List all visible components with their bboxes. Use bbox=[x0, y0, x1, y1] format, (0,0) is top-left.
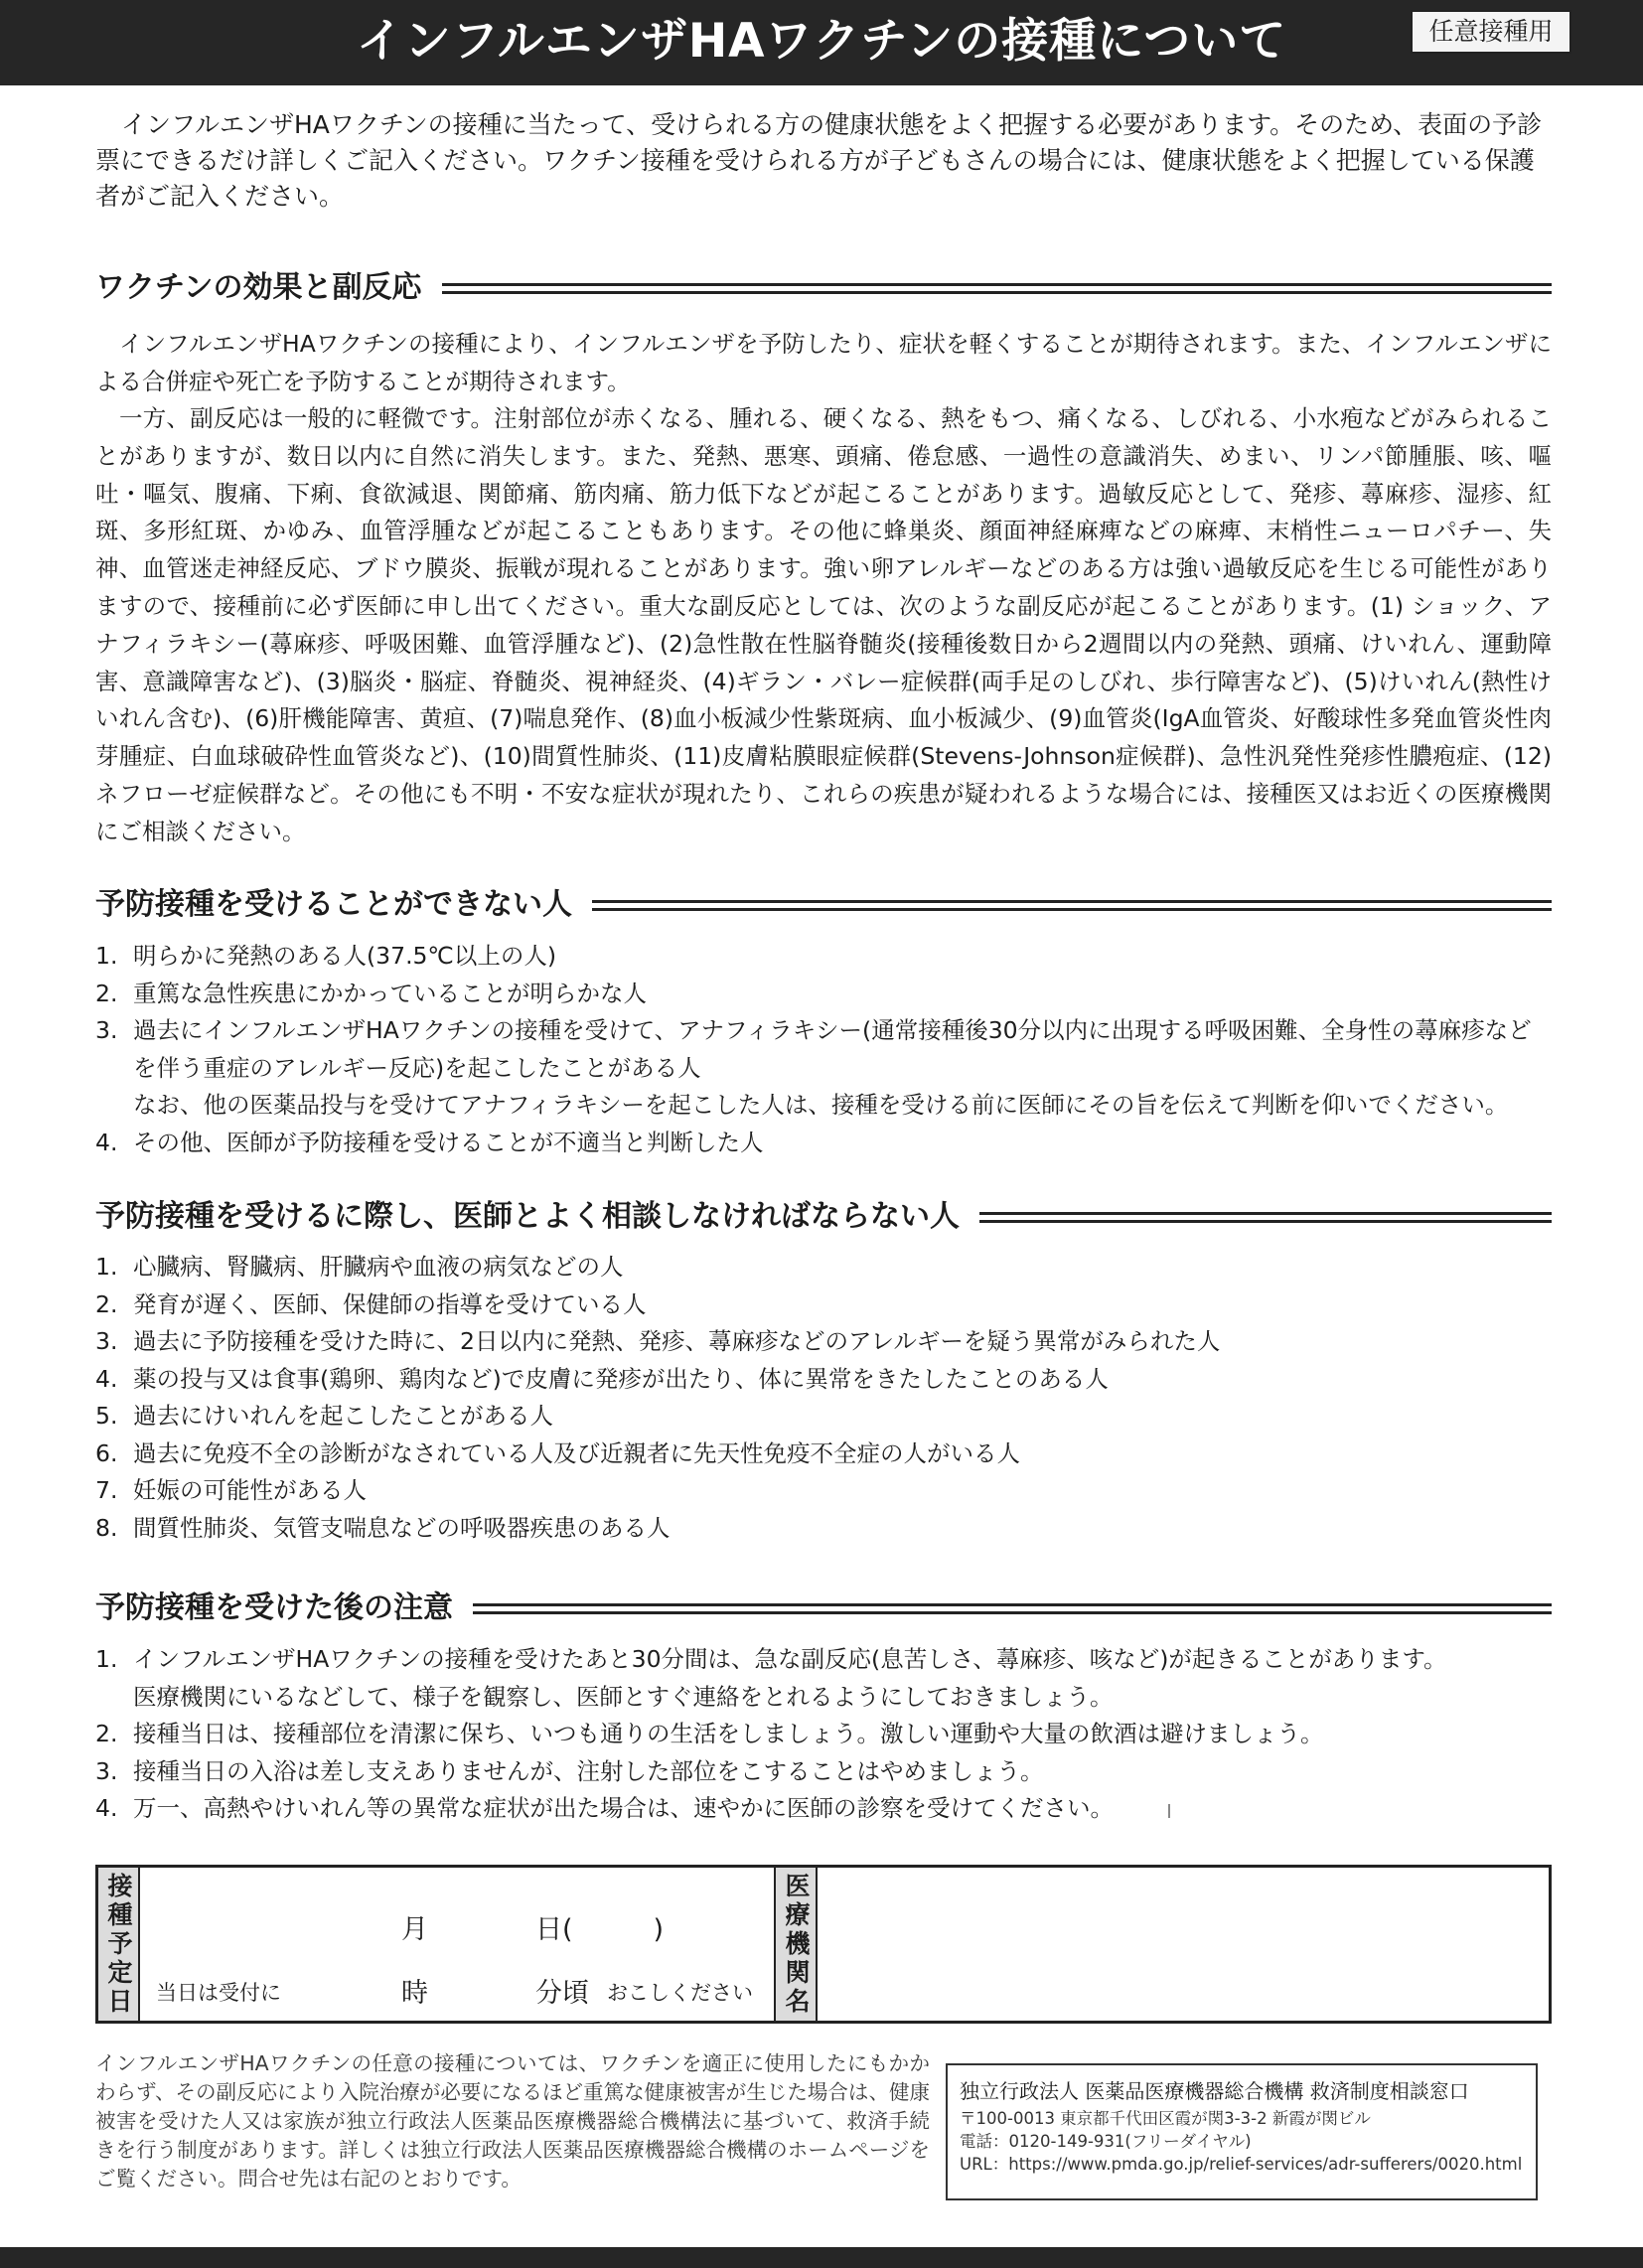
contact-url[interactable]: URL：https://www.pmda.go.jp/relief-services/adr-sufferers/0020.html bbox=[960, 2155, 1523, 2174]
item-number: 3. bbox=[95, 1016, 118, 1044]
item-text: 接種当日は、接種部位を清潔に保ち、いつも通りの生活をしましょう。激しい運動や大量の飲酒は避けましょう。 bbox=[133, 1720, 1324, 1747]
item-content bbox=[133, 1012, 1552, 1125]
item-number: 4. bbox=[95, 1128, 118, 1156]
item-text: その他、医師が予防接種を受けることが不適当と判断した人 bbox=[133, 1128, 764, 1156]
item-content bbox=[133, 1641, 1552, 1716]
heading-rule bbox=[592, 900, 1552, 911]
cannot-receive-section-heading bbox=[95, 885, 1552, 925]
item-note: 医療機関にいるなどして、様子を観察し、医師とすぐ連絡をとれるようにしておきましょう。 bbox=[133, 1682, 1114, 1711]
day-field[interactable]: 日( ) bbox=[535, 1914, 665, 1945]
reception-suffix: おこしください bbox=[607, 1981, 753, 2005]
after-vaccination-list bbox=[95, 1641, 1552, 1828]
list-item bbox=[95, 1716, 1552, 1753]
institution-name-label: 医療機関名 bbox=[774, 1868, 818, 2021]
list-item bbox=[95, 1790, 1552, 1828]
list-item bbox=[95, 1641, 1552, 1716]
item-number: 2. bbox=[95, 1720, 118, 1747]
effects-paragraph-1: インフルエンザHAワクチンの接種により、インフルエンザを予防したり、症状を軽くすることが期待されます。また、インフルエンザによる合併症や死亡を予防することが期待されます。 bbox=[95, 330, 1552, 395]
item-number: 1. bbox=[95, 1253, 118, 1281]
contact-phone: 電話：0120-149-931(フリーダイヤル) bbox=[960, 2132, 1252, 2151]
item-text: 発育が遅く、医師、保健師の指導を受けている人 bbox=[133, 1289, 647, 1318]
list-item bbox=[95, 976, 1552, 1013]
list-item bbox=[95, 938, 1552, 976]
item-text: 過去に免疫不全の診断がなされている人及び近親者に先天性免疫不全症の人がいる人 bbox=[133, 1438, 1020, 1467]
after-vaccination-section-heading bbox=[95, 1588, 1552, 1628]
item-text: インフルエンザHAワクチンの接種を受けたあと30分間は、急な副反応(息苦しさ、蕁麻疹、咳など)が起きることがあります。 bbox=[133, 1645, 1447, 1673]
list-item bbox=[95, 1472, 1552, 1510]
list-item bbox=[95, 1125, 1552, 1162]
item-text: 万一、高熱やけいれん等の異常な症状が出た場合は、速やかに医師の診察を受けてください。 bbox=[133, 1794, 1114, 1822]
effects-paragraph-2: 一方、副反応は一般的に軽微です。注射部位が赤くなる、腫れる、硬くなる、熱をもつ、痛くなる、しびれる、小水疱などがみられることがありますが、数日以内に自然に消失します。また、発熱、悪寒、頭痛、倦怠感、一過性の意識消失、めまい、リンパ節腫脹、咳、嘔吐・嘔気、腹痛、下痢、食欲減退、関節痛、筋肉痛、筋力低下などが起こることがあります。過敏反応として、発疹、蕁麻疹、湿疹、紅斑、多形紅斑、かゆみ、血管浮腫などが起こることもあります。その他に蜂巣炎、顔面神経麻痺などの麻痺、末梢性ニューロパチー、失神、血管迷走神経反応、ブドウ膜炎、振戦が現れることがあります。強い卵アレルギーなどのある方は強い過敏反応を生じる可能性がありますので、接種前に必ず医師に申し出てください。重大な副反応としては、次のような副反応が起こることがあります。(1) ショック、アナフィラキシー(蕁麻疹、呼吸困難、血管浮腫など)、(2)急性散在性脳脊髄炎(接種後数日から2週間以内の発熱、頭痛、けいれん、運動障害、意識障害など)、(3)脳炎・脳症、脊髄炎、視神経炎、(4)ギラン・バレー症候群(両手足のしびれ、歩行障害など)、(5)けいれん(熱性けいれん含む)、(6)肝機能障害、黄疸、(7)喘息発作、(8)血小板減少性紫斑病、血小板減少、(9)血管炎(IgA血管炎、好酸球性多発血管炎性肉芽腫症、白血球破砕性血管炎など)、(10)間質性肺炎、(11)皮膚粘膜眼症候群(Stevens-Johnson症候群)、急性汎発性発疹性膿疱症、(12)ネフローゼ症候群など。その他にも不明・不安な症状が現れたり、これらの疾患が疑われるような場合には、接種医又はお近くの医療機関にご相談ください。 bbox=[95, 404, 1552, 845]
consult-list bbox=[95, 1249, 1552, 1547]
page-header bbox=[0, 0, 1643, 85]
relief-system-note: インフルエンザHAワクチンの任意の接種については、ワクチンを適正に使用したにもかかわらず、その副反応により入院治療が必要になるほど重篤な健康被害が生じた場合は、健康被害を受けた人又は家族が独立行政法人医薬品医療機器総合機構法に基づいて、救済手続きを行う制度があります。詳しくは独立行政法人医薬品医療機器総合機構のホームページをご覧ください。問合せ先は右記のとおりです。 bbox=[95, 2051, 930, 2191]
minute-field[interactable]: 分頃 bbox=[535, 1978, 589, 2009]
stray-mark bbox=[1168, 1804, 1170, 1818]
item-number: 3. bbox=[95, 1327, 118, 1355]
list-item bbox=[95, 1286, 1552, 1324]
item-number: 4. bbox=[95, 1794, 118, 1822]
cannot-receive-list bbox=[95, 938, 1552, 1161]
item-number: 1. bbox=[95, 942, 118, 970]
item-text: 接種当日の入浴は差し支えありませんが、注射した部位をこすることはやめましょう。 bbox=[133, 1756, 1044, 1785]
item-text: 過去にインフルエンザHAワクチンの接種を受けて、アナフィラキシー(通常接種後30分以内に出現する呼吸困難、全身性の蕁麻疹などを伴う重症のアレルギー反応)を起こしたことがある人 bbox=[133, 1016, 1532, 1082]
appointment-date-label: 接種予定日 bbox=[98, 1868, 140, 2021]
item-text: 過去に予防接種を受けた時に、2日以内に発熱、発疹、蕁麻疹などのアレルギーを疑う異常がみられた人 bbox=[133, 1327, 1221, 1355]
list-item bbox=[95, 1398, 1552, 1436]
contact-address: 〒100-0013 東京都千代田区霞が関3-3-2 新霞が関ビル bbox=[960, 2109, 1371, 2128]
cannot-receive-heading-text: 予防接種を受けることができない人 bbox=[95, 887, 572, 922]
heading-rule bbox=[979, 1212, 1552, 1223]
item-note: なお、他の医薬品投与を受けてアナフィラキシーを起こした人は、接種を受ける前に医師にその旨を伝えて判断を仰いでください。 bbox=[133, 1091, 1509, 1119]
list-item bbox=[95, 1012, 1552, 1125]
bottom-bar bbox=[0, 2247, 1643, 2268]
item-text: 間質性肺炎、気管支喘息などの呼吸器疾患のある人 bbox=[133, 1513, 671, 1542]
item-number: 2. bbox=[95, 979, 118, 1007]
item-text: 心臓病、腎臓病、肝臓病や血液の病気などの人 bbox=[133, 1253, 624, 1281]
item-number: 5. bbox=[95, 1402, 118, 1430]
item-number: 2. bbox=[95, 1289, 118, 1318]
list-item bbox=[95, 1323, 1552, 1361]
list-item bbox=[95, 1753, 1552, 1791]
item-number: 8. bbox=[95, 1513, 118, 1542]
hour-field[interactable]: 時 bbox=[401, 1978, 428, 2009]
list-item bbox=[95, 1249, 1552, 1286]
item-text: 過去にけいれんを起こしたことがある人 bbox=[133, 1402, 553, 1430]
item-text: 妊娠の可能性がある人 bbox=[133, 1476, 367, 1504]
item-text: 薬の投与又は食事(鶏卵、鶏肉など)で皮膚に発疹が出たり、体に異常をきたしたことのある人 bbox=[133, 1364, 1109, 1393]
item-text: 重篤な急性疾患にかかっていることが明らかな人 bbox=[133, 979, 647, 1007]
item-number: 7. bbox=[95, 1476, 118, 1504]
item-number: 6. bbox=[95, 1438, 118, 1467]
appointment-box bbox=[95, 1865, 1552, 2024]
after-vaccination-heading-text: 予防接種を受けた後の注意 bbox=[95, 1590, 453, 1625]
item-number: 1. bbox=[95, 1645, 118, 1673]
contact-organization: 独立行政法人 医薬品医療機器総合機構 救済制度相談窓口 bbox=[960, 2079, 1469, 2103]
heading-rule bbox=[473, 1603, 1552, 1614]
effects-section-heading bbox=[95, 268, 1552, 308]
list-item bbox=[95, 1510, 1552, 1548]
consult-section-heading bbox=[95, 1197, 1552, 1237]
contact-box bbox=[946, 2063, 1538, 2200]
item-number: 4. bbox=[95, 1364, 118, 1393]
month-field[interactable]: 月 bbox=[401, 1914, 428, 1945]
list-item bbox=[95, 1361, 1552, 1399]
list-item bbox=[95, 1436, 1552, 1473]
voluntary-vaccination-badge: 任意接種用 bbox=[1411, 10, 1571, 54]
page-title: インフルエンザHAワクチンの接種について bbox=[356, 14, 1287, 69]
consult-heading-text: 予防接種を受けるに際し、医師とよく相談しなければならない人 bbox=[95, 1199, 960, 1234]
intro-paragraph: インフルエンザHAワクチンの接種に当たって、受けられる方の健康状態をよく把握する必要があります。そのため、表面の予診票にできるだけ詳しくご記入ください。ワクチン接種を受けられる方が子どもさんの場合には、健康状態をよく把握している保護者がご記入ください。 bbox=[95, 110, 1543, 211]
reception-prefix: 当日は受付に bbox=[156, 1981, 281, 2005]
effects-heading-text: ワクチンの効果と副反応 bbox=[95, 270, 422, 305]
item-text: 明らかに発熱のある人(37.5℃以上の人) bbox=[133, 942, 557, 970]
item-number: 3. bbox=[95, 1756, 118, 1785]
heading-rule bbox=[442, 283, 1553, 294]
